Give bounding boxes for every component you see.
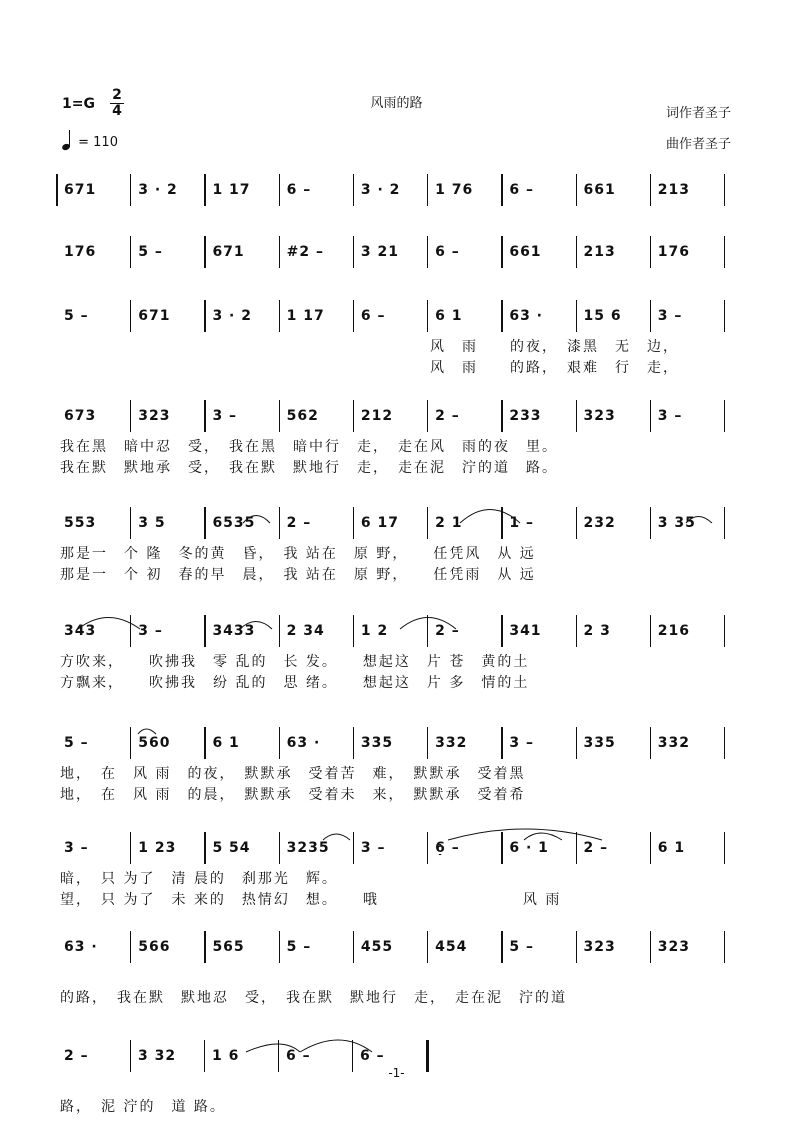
slur: [243, 516, 270, 524]
slur: [246, 1044, 300, 1052]
lyricist-credit: 词作者圣子: [665, 106, 731, 121]
slur: [323, 834, 350, 840]
measure: #2 –: [286, 244, 325, 260]
composer-credit: 曲作者圣子: [665, 137, 731, 152]
measure: 2 3: [583, 623, 611, 639]
measure: 233: [509, 408, 542, 424]
measure: 6 1: [212, 735, 240, 751]
measure: 560: [138, 735, 171, 751]
lyric-line: 望， 只 为了 未 来的 热情幻 想。 哦 风 雨: [60, 892, 562, 908]
measure: 3 –: [509, 735, 534, 751]
measure: 3 · 2: [138, 182, 178, 198]
lyric-line: 的路， 我在默 默地忍 受， 我在默 默地行 走， 走在泥 泞的道: [60, 990, 567, 1006]
measure: 3 · 2: [212, 308, 252, 324]
lyric-line: 风 雨 的路， 艰难 行 走，: [430, 360, 679, 376]
measure: 2 1: [435, 515, 463, 531]
measure: 671: [138, 308, 171, 324]
slur: [686, 517, 712, 524]
slur: [240, 622, 272, 630]
time-signature-top: 2: [110, 88, 124, 104]
measure: 2 –: [435, 408, 460, 424]
tempo-value: = 110: [78, 135, 118, 150]
measure: 332: [435, 735, 468, 751]
measure: 562: [286, 408, 319, 424]
slur: [300, 1040, 372, 1052]
measure: 3 –: [64, 840, 89, 856]
measure: 5 –: [138, 244, 163, 260]
measure: 5 –: [64, 735, 89, 751]
measure: 1 17: [212, 182, 251, 198]
measure: 1 23: [138, 840, 177, 856]
measure: 6 1: [435, 308, 463, 324]
lyric-line: 方吹来， 吹拂我 零 乱的 长 发。 想起这 片 苍 黄的土: [60, 654, 530, 670]
measure: 3 · 2: [360, 182, 401, 198]
measure: 63 ·: [64, 939, 98, 955]
measure: 176: [64, 244, 97, 260]
measure: 6 –: [286, 1048, 311, 1064]
measure: 566: [138, 939, 171, 955]
lyric-line: 我在黑 暗中忍 受， 我在黑 暗中行 走， 走在风 雨的夜 里。: [60, 439, 558, 455]
measure: 341: [509, 623, 542, 639]
measure: 213: [657, 182, 690, 198]
lyric-line: 地， 在 风 雨 的晨， 默默承 受着未 来， 默默承 受着希: [60, 787, 526, 803]
measure: 5 –: [286, 939, 312, 955]
measure: 212: [360, 408, 394, 424]
measure: 1 –: [509, 515, 534, 531]
measure: 2 –: [286, 515, 312, 531]
measure: 2 –: [64, 1048, 89, 1064]
measure: 323: [583, 939, 616, 955]
lyric-line: 我在默 默地承 受， 我在默 默地行 走， 走在泥 泞的道 路。: [60, 460, 558, 476]
lyric-line: 方飘来， 吹拂我 纷 乱的 思 绪。 想起这 片 多 情的土: [60, 675, 530, 691]
measure: 6 –: [286, 182, 312, 198]
measure: 1 6: [212, 1048, 240, 1064]
measure: 2 –: [583, 840, 609, 856]
song-title: 风雨的路: [370, 96, 423, 111]
measure: 323: [138, 408, 171, 424]
measure: 176: [657, 244, 690, 260]
measure: 3433: [212, 623, 256, 639]
slur: [524, 833, 562, 840]
page-number: -1-: [388, 1066, 405, 1080]
measure: 3 32: [138, 1048, 177, 1064]
measure: 661: [583, 182, 616, 198]
measure: 3 21: [360, 244, 399, 260]
measure: 6 · 1: [509, 840, 549, 856]
measure: 3 35: [657, 515, 696, 531]
lyric-line: 风 雨 的夜， 漆黑 无 边，: [430, 339, 679, 355]
slur: [400, 618, 456, 630]
measure: 3 –: [360, 840, 386, 856]
lyric-line: 暗， 只 为了 清 晨的 刹那光 辉。: [60, 871, 338, 887]
measure: 3 –: [657, 308, 683, 324]
measure: 673: [64, 408, 97, 424]
measure: 6 –: [360, 1048, 385, 1064]
lyric-line: 地， 在 风 雨 的夜， 默默承 受着苦 难， 默默承 受着黑: [60, 766, 526, 782]
measure: 3 –: [138, 623, 163, 639]
measure: 3 5: [138, 515, 166, 531]
measure: 6 –: [509, 182, 534, 198]
measure: 671: [64, 182, 97, 198]
measure: 232: [583, 515, 616, 531]
slur: [448, 829, 602, 840]
measure: 3235: [286, 840, 330, 856]
measure: 671: [212, 244, 245, 260]
measure: 323: [583, 408, 616, 424]
measure: 2 –: [435, 623, 460, 639]
measure: 335: [360, 735, 394, 751]
measure: 6535: [212, 515, 256, 531]
measure: 565: [212, 939, 245, 955]
measure: 63 ·: [509, 308, 544, 324]
slur: [138, 729, 156, 734]
measure: 335: [583, 735, 616, 751]
measure: 63 ·: [286, 735, 321, 751]
measure: 454: [435, 939, 468, 955]
measure: 343: [64, 623, 97, 639]
key-signature: 1=G: [62, 96, 95, 112]
measure: 213: [583, 244, 616, 260]
measure: 661: [509, 244, 542, 260]
measure: 3 –: [212, 408, 238, 424]
measure: 216: [657, 623, 690, 639]
slur: [78, 618, 140, 630]
measure: 5 –: [509, 939, 534, 955]
measure: 2 34: [286, 623, 325, 639]
slur: [460, 510, 520, 524]
measure: 1 2: [360, 623, 389, 639]
measure: 332: [657, 735, 690, 751]
measure: 6 17: [360, 515, 399, 531]
measure: 455: [360, 939, 394, 955]
measure: 323: [657, 939, 690, 955]
measure: 1 76: [435, 182, 474, 198]
time-signature-bottom: 4: [112, 103, 122, 119]
measure: 6 –: [360, 308, 386, 324]
measure: 15 6: [583, 308, 622, 324]
measure: 553: [64, 515, 97, 531]
measure: 3 –: [657, 408, 683, 424]
measure: 6 –: [435, 244, 460, 260]
lyric-line: 路， 泥 泞的 道 路。: [60, 1099, 226, 1115]
measure: 6 –: [435, 840, 460, 856]
measure: 5 54: [212, 840, 251, 856]
lyric-line: 那是一 个 初 春的早 晨， 我 站在 原 野， 任凭雨 从 远: [60, 567, 536, 583]
lyric-line: 那是一 个 隆 冬的黄 昏， 我 站在 原 野， 任凭风 从 远: [60, 546, 536, 562]
measure: 5 –: [64, 308, 89, 324]
measure: 6 1: [657, 840, 686, 856]
measure: 1 17: [286, 308, 325, 324]
